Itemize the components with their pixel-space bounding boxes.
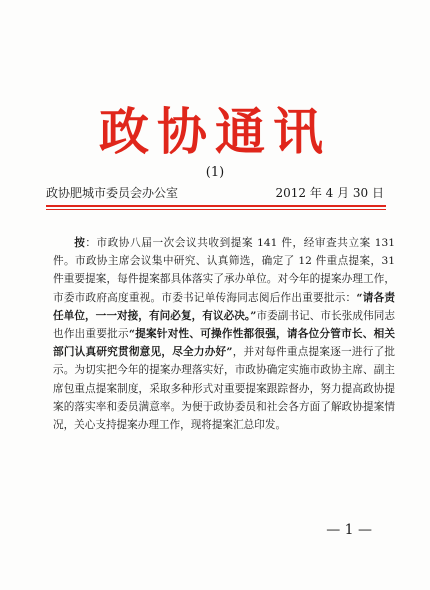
page-number: — 1 — — [326, 522, 372, 538]
editor-note-paragraph — [53, 234, 395, 434]
issue-number: (1) — [205, 165, 225, 180]
header-divider-thin — [46, 209, 386, 210]
issue-meta — [46, 186, 384, 200]
note-lead: 按 — [74, 237, 86, 249]
note-text-3: ，并对每件重点提案逐一进行了批示。为切实把今年的提案办理落实好，市政协确定实施市政协主席、副主席包重点提案制度，采取多种形式对重要提案跟踪督办，努力提高政协提案的落实率和委员满意率。为便于政协委员和社会各方面了解政协提案情况，关心支持提案办理工作，现将提案汇总印发。 — [53, 346, 396, 432]
note-text-1: ：市政协八届一次会议共收到提案 141 件，经审查共立案 131 件。市政协主席会议集中研究、认真筛选，确定了 12 件重点提案，31 件重要提案，每件提案都具体落实了承办单位。对今年的提案办理工作，市委市政府高度重视。市委书记单传海同志阅后作出重要批示： — [53, 237, 395, 304]
editor-note — [53, 234, 395, 434]
masthead-title: 政协通讯 — [99, 102, 331, 161]
note-quote-1: “请各责任单位，一一对接，有问必复，有议必决。” — [53, 291, 396, 322]
issuing-office: 政协肥城市委员会办公室 — [46, 186, 179, 200]
note-text-2: 市委副书记、市长张成伟同志也作出重要批示 — [53, 309, 396, 341]
header-divider — [46, 205, 386, 207]
issue-date: 2012 年 4 月 30 日 — [275, 186, 384, 200]
note-quote-2: “提案针对性、可操作性都很强，请各位分管市长、相关部门认真研究贯彻意见，尽全力办好” — [53, 328, 396, 359]
